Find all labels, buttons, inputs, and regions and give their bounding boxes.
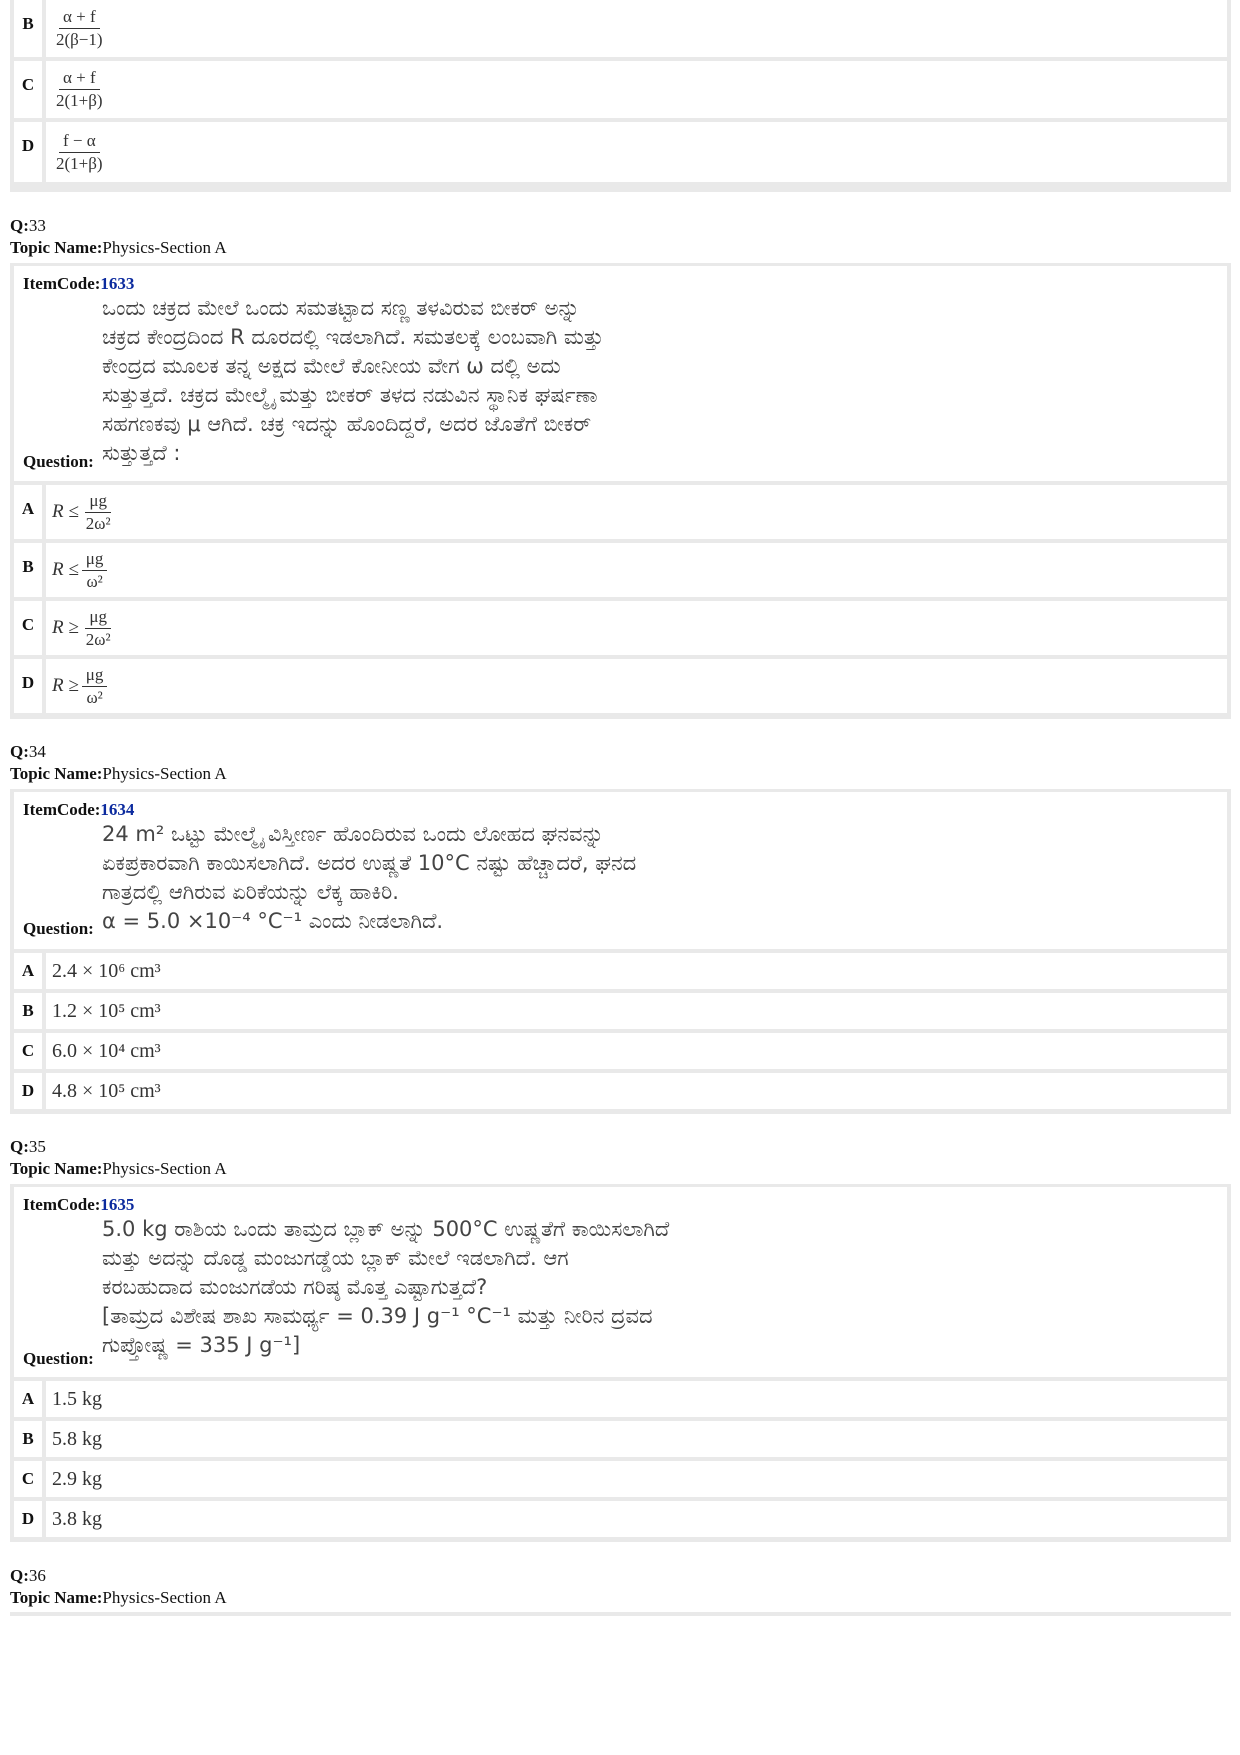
fraction-denominator: 2(1+β) bbox=[56, 153, 103, 173]
fraction bbox=[52, 131, 107, 174]
itemcode: 1633 bbox=[100, 274, 135, 293]
itemcode-line bbox=[23, 800, 1218, 820]
option-value: 2.9 kg bbox=[42, 1461, 102, 1497]
option-value bbox=[42, 659, 107, 713]
question-box bbox=[14, 1187, 1227, 1377]
fraction bbox=[82, 665, 108, 708]
option-letter: D bbox=[21, 673, 35, 692]
topic-label: Topic Name: bbox=[10, 1588, 103, 1607]
option-letter: B bbox=[22, 14, 34, 33]
option-row bbox=[14, 1073, 1227, 1109]
option-value: 1.2 × 10⁵ cm³ bbox=[42, 993, 161, 1029]
option-value bbox=[42, 601, 115, 655]
topic-name: Physics-Section A bbox=[102, 1588, 227, 1607]
itemcode: 1635 bbox=[100, 1195, 135, 1214]
option-letter: A bbox=[21, 499, 35, 518]
itemcode: 1634 bbox=[100, 800, 135, 819]
option-value bbox=[42, 485, 115, 539]
q35-header bbox=[10, 1136, 227, 1180]
option-prefix: R ≥ bbox=[52, 617, 79, 638]
fraction-denominator: ω² bbox=[86, 687, 103, 707]
fraction bbox=[82, 607, 115, 650]
topic-name: Physics-Section A bbox=[102, 764, 227, 783]
itemcode-label: ItemCode: bbox=[23, 1195, 101, 1214]
option-prefix: R ≤ bbox=[52, 559, 79, 580]
q35-table bbox=[10, 1184, 1231, 1542]
option-letter: D bbox=[21, 1509, 35, 1528]
fraction-numerator: μg bbox=[85, 491, 111, 513]
option-row bbox=[14, 1461, 1227, 1497]
question-number: 35 bbox=[28, 1137, 46, 1156]
itemcode-line bbox=[23, 274, 1218, 294]
question-label: Question: bbox=[23, 919, 94, 938]
topic-name: Physics-Section A bbox=[102, 238, 227, 257]
fraction-denominator: 2(β−1) bbox=[56, 30, 103, 49]
option-value bbox=[42, 61, 107, 118]
question-label: Question: bbox=[23, 452, 94, 471]
question-number: 34 bbox=[28, 742, 46, 761]
option-value: 2.4 × 10⁶ cm³ bbox=[42, 953, 161, 989]
option-row bbox=[14, 1033, 1227, 1069]
option-value: 4.8 × 10⁵ cm³ bbox=[42, 1073, 161, 1109]
fraction-numerator: μg bbox=[82, 549, 108, 571]
question-number-label: Q: bbox=[10, 216, 29, 235]
option-letter: A bbox=[21, 1389, 35, 1408]
question-box bbox=[14, 266, 1227, 481]
q36-table-top-border bbox=[10, 1612, 1231, 1616]
fraction-numerator: μg bbox=[82, 665, 108, 687]
option-row bbox=[14, 953, 1227, 989]
option-value bbox=[42, 0, 107, 57]
question-label: Question: bbox=[23, 1349, 94, 1368]
option-row bbox=[14, 601, 1227, 655]
option-prefix: R ≥ bbox=[52, 675, 79, 696]
q32-options-table bbox=[10, 0, 1231, 192]
option-letter: C bbox=[21, 75, 35, 94]
option-letter: C bbox=[21, 1469, 35, 1488]
fraction-numerator: f − α bbox=[59, 131, 100, 153]
q34-header bbox=[10, 741, 227, 785]
option-value bbox=[42, 122, 107, 182]
option-value: 3.8 kg bbox=[42, 1501, 102, 1537]
question-number-label: Q: bbox=[10, 1566, 29, 1585]
fraction bbox=[82, 491, 115, 534]
option-value: 1.5 kg bbox=[42, 1381, 102, 1417]
option-letter: C bbox=[21, 615, 35, 634]
topic-label: Topic Name: bbox=[10, 1159, 103, 1178]
question-number: 33 bbox=[28, 216, 46, 235]
fraction bbox=[52, 68, 107, 111]
option-value: 5.8 kg bbox=[42, 1421, 102, 1457]
option-prefix: R ≤ bbox=[52, 501, 79, 522]
fraction-denominator: ω² bbox=[86, 571, 103, 591]
fraction-numerator: α + f bbox=[59, 7, 100, 29]
option-row bbox=[14, 659, 1227, 713]
fraction-numerator: α + f bbox=[59, 68, 100, 90]
option-row bbox=[14, 0, 1227, 57]
fraction-denominator: 2(1+β) bbox=[56, 91, 103, 110]
option-row bbox=[14, 61, 1227, 118]
question-text: ಒಂದು ಚಕ್ರದ ಮೇಲೆ ಒಂದು ಸಮತಟ್ಟಾದ ಸಣ್ಣ ತಳವಿರುವ ಬೀಕರ್ ಅನ್ನು ಚಕ್ರದ ಕೇಂದ್ರದಿಂದ R ದೂರದಲ್ಲಿ ಇಡಲಾಗಿದೆ. ಸಮತಲಕ್ಕೆ ಲಂಬವಾಗಿ ಮತ್ತು ಕೇಂದ್ರದ ಮೂಲಕ ತನ್ನ ಅಕ್ಷದ ಮೇಲೆ ಕೋನೀಯ ವೇಗ ω ದಲ್ಲಿ ಅದು ಸುತ್ತುತ್ತದೆ. ಚಕ್ರದ ಮೇಲ್ಮೈ ಮತ್ತು ಬೀಕರ್ ತಳದ ನಡುವಿನ ಸ್ಥಾನಿಕ ಘರ್ಷಣಾ ಸಹಗಣಕವು μ ಆಗಿದೆ. ಚಕ್ರ ಇದನ್ನು ಹೊಂದಿದ್ದರೆ, ಅದರ ಜೊತೆಗೆ ಬೀಕರ್ ಸುತ್ತುತ್ತದೆ : bbox=[102, 296, 604, 465]
option-letter: B bbox=[22, 1001, 34, 1020]
fraction-denominator: 2ω² bbox=[85, 629, 111, 649]
question-number-label: Q: bbox=[10, 742, 29, 761]
option-value: 6.0 × 10⁴ cm³ bbox=[42, 1033, 161, 1069]
topic-label: Topic Name: bbox=[10, 238, 103, 257]
question-number-label: Q: bbox=[10, 1137, 29, 1156]
q33-table bbox=[10, 263, 1231, 719]
q33-header bbox=[10, 215, 227, 259]
fraction-numerator: μg bbox=[85, 607, 111, 629]
topic-label: Topic Name: bbox=[10, 764, 103, 783]
option-letter: A bbox=[21, 961, 35, 980]
fraction-denominator: 2ω² bbox=[85, 513, 111, 533]
question-text: 24 m² ಒಟ್ಟು ಮೇಲ್ಮೈ ವಿಸ್ತೀರ್ಣ ಹೊಂದಿರುವ ಒಂದು ಲೋಹದ ಘನವನ್ನು ಏಕಪ್ರಕಾರವಾಗಿ ಕಾಯಿಸಲಾಗಿದೆ. ಅದರ ಉಷ್ಣತೆ 10°C ನಷ್ಟು ಹೆಚ್ಚಾದರೆ, ಘನದ ಗಾತ್ರದಲ್ಲಿ ಆಗಿರುವ ಏರಿಕೆಯನ್ನು ಲೆಕ್ಕ ಹಾಕಿರಿ. α = 5.0 ×10⁻⁴ °C⁻¹ ಎಂದು ನೀಡಲಾಗಿದೆ. bbox=[102, 822, 637, 933]
option-letter: B bbox=[22, 1429, 34, 1448]
option-letter: B bbox=[22, 557, 34, 576]
option-row bbox=[14, 993, 1227, 1029]
option-letter: D bbox=[21, 1081, 35, 1100]
question-number: 36 bbox=[28, 1566, 46, 1585]
fraction bbox=[52, 7, 107, 50]
q34-table bbox=[10, 789, 1231, 1114]
itemcode-line bbox=[23, 1195, 1218, 1215]
q36-header bbox=[10, 1565, 227, 1609]
option-value bbox=[42, 543, 107, 597]
option-row bbox=[14, 122, 1227, 182]
question-text: 5.0 kg ರಾಶಿಯ ಒಂದು ತಾಮ್ರದ ಬ್ಲಾಕ್ ಅನ್ನು 500°C ಉಷ್ಣತೆಗೆ ಕಾಯಿಸಲಾಗಿದೆ ಮತ್ತು ಅದನ್ನು ದೊಡ್ಡ ಮಂಜುಗಡ್ಡೆಯ ಬ್ಲಾಕ್ ಮೇಲೆ ಇಡಲಾಗಿದೆ. ಆಗ ಕರಬಹುದಾದ ಮಂಜುಗಡೆಯ ಗರಿಷ್ಠ ಮೊತ್ತ ಎಷ್ಟಾಗುತ್ತದೆ? [ತಾಮ್ರದ ವಿಶೇಷ ಶಾಖ ಸಾಮರ್ಥ್ಯ = 0.39 J g⁻¹ °C⁻¹ ಮತ್ತು ನೀರಿನ ದ್ರವದ ಗುಪ್ತೋಷ್ಣ = 335 J g⁻¹] bbox=[102, 1217, 670, 1357]
topic-name: Physics-Section A bbox=[102, 1159, 227, 1178]
option-row bbox=[14, 1501, 1227, 1537]
option-row bbox=[14, 1421, 1227, 1457]
option-row bbox=[14, 543, 1227, 597]
option-row bbox=[14, 485, 1227, 539]
question-box bbox=[14, 792, 1227, 949]
itemcode-label: ItemCode: bbox=[23, 800, 101, 819]
option-row bbox=[14, 1381, 1227, 1417]
fraction bbox=[82, 549, 108, 592]
option-letter: D bbox=[21, 136, 35, 155]
itemcode-label: ItemCode: bbox=[23, 274, 101, 293]
option-letter: C bbox=[21, 1041, 35, 1060]
